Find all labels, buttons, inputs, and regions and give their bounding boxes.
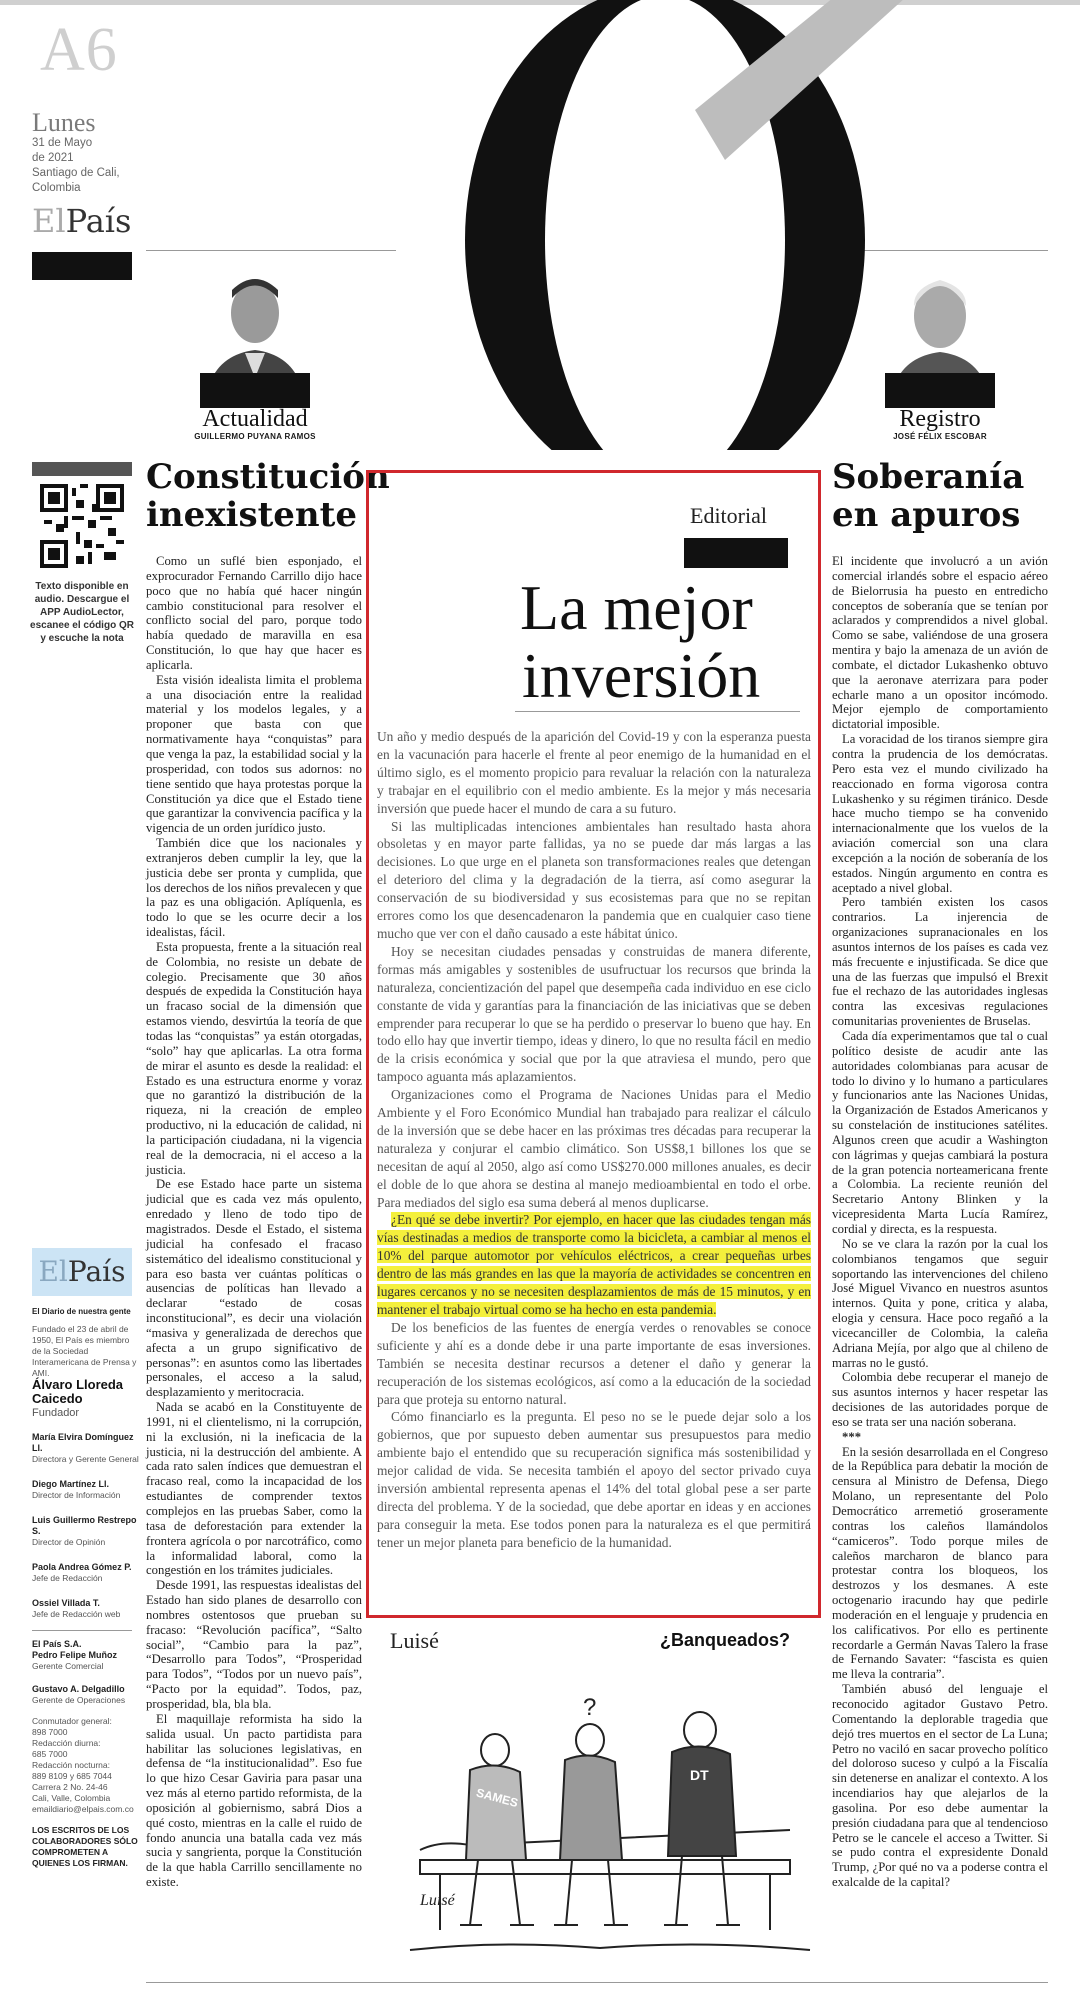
right-column-body: [832, 554, 1048, 1890]
editorial-paragraph: Si las multiplicadas intenciones ambientales han resultado hasta ahora obsoletas y en mayor parte fallidas, ya no se puede dar más largas a las decisiones. Lo que urge en el planeta son transformaciones reales que detengan el deterioro del clima y la degradación de la tierra, así como asegurar la conservación de su biodiversidad y sus ecosistemas para que no se repitan errores como los que desencadenaron la pandemia que en cualquier caso tiene mucho que ver con el daño causado a este hábitat único.: [377, 818, 811, 941]
masthead-disclaimer: LOS ESCRITOS DE LOS COLABORADORES SÓLO COMPROMETEN A QUIENES LOS FIRMAN.: [32, 1825, 138, 1868]
staff-member: [32, 1479, 142, 1501]
weekday: Lunes: [32, 108, 96, 137]
staff-role: Jefe de Redacción: [32, 1573, 103, 1583]
company-name: El País S.A.: [32, 1639, 82, 1649]
ops-block: [32, 1684, 142, 1706]
paragraph: Como un suflé bien esponjado, el exprocurador Fernando Carrillo dijo hace poco que no había qué hacer ningún cambio constitucional para resolver el conflicto social del paro, porque todo había quedado de maravilla en esa Constitución, lo que hay que hacer es aplicarla.: [146, 554, 362, 672]
editorial-paragraph: Hoy se necesitan ciudades pensadas y construidas de manera diferente, formas más amigables y sostenibles de usufructuar los recursos que brinda la naturaleza, concientización del papel que desempeña cada individuo en ese ciclo constante de vida y garantías para la financiación de las iniciativas que se deben emprender para recuperar lo que se ha perdido o preservar lo bueno que hay. En todo ello hay que invertir tiempo, ideas y dinero, lo que no resulta fácil en medio de la crisis económica y social que por la que atraviesa el mundo, pero que tampoco aguanta más aplazamientos.: [377, 943, 811, 1085]
right-title-line1: Soberanía: [832, 457, 1025, 497]
header-rule-left: [146, 250, 396, 251]
paragraph: Esta propuesta, frente a la situación real de Colombia, no resiste un debate de colegio. Precisamente que 30 años después de expedida la Constitución haya un fracaso social de la dimensión que estamos viendo, desvirtúa la teoría de que todas las “conquistas” ya están otorgadas, “solo” hay que aplicarlas. La otra forma de mirar el asunto es desde la realidad: el Estado es una estructura enorme y voraz que no garantizó la distribución de la riqueza, ni la creación de empleo productivo, ni la educación de calidad, ni la participación ciudadana, ni la vigencia real de la democracia, ni el acceso a la justicia.: [146, 939, 362, 1177]
cartoon-label-dt: DT: [690, 1767, 709, 1783]
staff-member: [32, 1432, 142, 1465]
left-column-body: [146, 554, 362, 1890]
left-title-line1: Constitución: [146, 457, 390, 497]
qr-caption: [30, 580, 134, 645]
editorial-paragraph: Organizaciones como el Programa de Naciones Unidas para el Medio Ambiente y el Foro Económico Mundial han trabajado para realizar el cálculo de la inversión que se debe hacer en las próximas tres décadas para recuperar la naturaleza y conjurar el cambio climático. Son US$8,1 billones los que se necesitan de aquí al 2050, algo así como US$270.000 millones anuales, es decir el doble de lo que ahora se destina al manejo medioambiental en todo el orbe. Para mediados del siglo esa suma deberá al menos duplicarse.: [377, 1087, 811, 1210]
paragraph: El incidente que involucró a un avión comercial irlandés sobre el espacio aéreo de Bielorrusia ha puesto en entredicho conceptos de soberanía que se tenían por aclarados y comprendidos a nivel global. Como se sabe, valiéndose de una grosera mentira y bajo la amenaza de un avión de combate, el dictador Lukashenko obtuvo que la aeronave aterrizara para poder echarle mano a un opositor incómodo. Mejor ejemplo de comportamiento dictatorial imposible.: [832, 554, 1048, 732]
founder-name: Álvaro Lloreda Caicedo: [32, 1377, 124, 1406]
figure-left: [460, 1734, 534, 1925]
masthead-tagline: El Diario de nuestra gente: [32, 1307, 131, 1316]
paragraph: También dice que los nacionales y extranjeros deben cumplir la ley, que la justicia debe ser pronta y cumplida, que los derechos de los niños prevalecen y que la paz es una obligación. Aplíquenla, es todo lo que se les ocurre decir a los idealistas, fácil.: [146, 836, 362, 940]
date-line: 31 de Mayo de 2021 Santiago de Cali, Colombia: [32, 137, 120, 194]
staff-role: Jefe de Redacción web: [32, 1609, 121, 1619]
masthead-logo: [32, 1248, 132, 1296]
left-title-line2: inexistente: [146, 495, 357, 535]
left-column-title: [146, 457, 390, 535]
editorial-paragraph: Un año y medio después de la aparición del Covid-19 y con la esperanza puesta en la vacunación para hacerle el frente al peor enemigo de la humanidad en el último siglo, es el momento propicio para revaluar la relación con la naturaleza y trabajar en el equilibrio con el medio ambiente. Es la mejor y más necesaria inversión que puede hacer el mundo de cara a su futuro.: [377, 729, 811, 816]
qr-caption-app: AudioLector,: [62, 607, 124, 618]
bottom-rule: [146, 1982, 1048, 1983]
paragraph: Cada día experimentamos que tal o cual político desiste de acudir ante las autoridades colombianas para acusar de todo lo divino y lo humano a particulares y funcionarios ante las Naciones Unidas, la Organización de Estados Americanos y su constelación de instituciones satélites. Algunos creen que acudir a Washington con lágrimas y quejas cambiará la postura de la gran potencia norteamericana frente a Colombia. La reciente reunión del Secretario Antony Blinken y la vicepresidenta Marta Lucía Ramírez, cordial y directa, es la respuesta.: [832, 1029, 1048, 1236]
staff-name: María Elvira Domínguez Ll.: [32, 1432, 134, 1453]
cartoon-label-sames: SAMES: [474, 1785, 520, 1811]
right-column-title: [832, 458, 1052, 534]
masthead-rule: [32, 1630, 132, 1631]
brand-logo: [32, 202, 131, 240]
company-manager: Pedro Felipe Muñoz: [32, 1650, 118, 1660]
staff-role: Director de Opinión: [32, 1537, 106, 1547]
staff-name: Paola Andrea Gómez P.: [32, 1562, 132, 1572]
figure-right: [664, 1712, 740, 1925]
page-number: A6: [40, 16, 118, 84]
staff-member: [32, 1598, 142, 1620]
paragraph: Pero también existen los casos contrarios. La injerencia de organizaciones supranacionales en los asuntos internos de los países es cada vez más frecuente e injustificada. Se dice que una de las fuerzas que impulsó el Brexit fue el rechazo de las autoridades inglesas contra las excesivas regulaciones comunitarias provenientes de Bruselas.: [832, 895, 1048, 1029]
ops-name: Gustavo A. Delgadillo: [32, 1684, 125, 1694]
masthead-contacts: Conmutador general: 898 7000 Redacción diurna: 685 7000 Redacción nocturna: 889 8109 y 685 7044 Carrera 2 No. 24-46 Cali, Valle, Colombia emaildiario@elpais.com.co: [32, 1716, 134, 1814]
qr-top-bar: [32, 462, 132, 476]
qr-caption-post: escanee el código QR y escuche la nota: [30, 620, 134, 644]
paragraph: También abusó del lenguaje el reconocido agitador Gustavo Petro. Comentando la deplorable tragedia que dejó tres muertos en el sector de La Luna; Petro no vaciló en sacar provecho político del doloroso suceso y culpó a la Fiscalía sin detenerse en analizar el contexto. A los incendiarios hay que alejarlos de la gasolina. Por eso debe aumentar la presión ciudadana para que al tendencioso Petro se le cancele el acceso a Twitter. Si se pudo contra el expresidente Donald Trump, ¿Por qué no va a poderse contra el exalcalde de la capital?: [832, 1682, 1048, 1890]
cartoon-author: Luisé: [390, 1628, 439, 1653]
staff-name: Luis Guillermo Restrepo S.: [32, 1515, 137, 1536]
editorial-title-line2: inversión: [522, 640, 761, 711]
cartoon-signature: Luisé: [420, 1892, 455, 1909]
qr-caption-pre: Texto disponible en audio. Descargue el APP: [34, 581, 130, 618]
figure-middle: [554, 1694, 628, 1925]
masthead-el: El: [38, 1255, 68, 1288]
highlighted-text: ¿En qué se debe invertir? Por ejemplo, en hacer que las ciudades tengan más vías destinadas a medios de transporte como la bicicleta, a cambiar al menos el 10% del parque automotor por vehículos eléctricos, a crear pequeñas urbes dentro de las más grandes en las que la mayoría de actividades se concentren en lugares cercanos y no se necesiten desplazamientos de más de 15 minutos, y en mantener el trabajo virtual como se ha hecho en esta pandemia.: [377, 1212, 811, 1317]
brand-pais: País: [65, 202, 132, 240]
author-photo-right: [885, 268, 995, 408]
cartoon-illustration: [400, 1660, 820, 1960]
masthead-founder: [32, 1378, 142, 1420]
paragraph: Nada se acabó en la Constituyente de 1991, ni el clientelismo, ni la corrupción, ni la exclusión, ni la ineficacia de la justicia, ni la destrucción del ambiente. A cada rato salen índices que demuestran el fracaso real, como la incapacidad de los estudiantes de comprender textos complejos en las pruebas Saber, como la tasa de deforestación para extender la frontera agrícola o por narcotráfico, como la informalidad laboral, como la congestión en los trámites judiciales.: [146, 1400, 362, 1578]
editorial-title: [520, 574, 790, 710]
author-photo-left: [200, 268, 310, 408]
staff-member: [32, 1515, 142, 1548]
masthead-staff: [32, 1432, 142, 1869]
editorial-paragraph: De los beneficios de las fuentes de energía verdes o renovables se conoce suficiente y ahí es a donde debe ir una parte importante de esas inversiones. También se necesita destinar recursos a detener el daño y generar la recuperación de los sistemas ecológicos, así como a la educación de la sociedad para que proteja su entorno natural.: [377, 1319, 811, 1407]
paragraph: La voracidad de los tiranos siempre gira contra la prudencia de los demócratas. Pero esta vez el mundo civilizado ha reaccionado en forma vigorosa contra Lukashenko y su régimen tiránico. Desde hace mucho tiempo se ha convenido internacionalmente que los vuelos de la aviación comercial son una clara excepción a la noción de soberanía de los estados. Ningún argumento en contra es aceptado a nivel global.: [832, 732, 1048, 895]
staff-name: Ossiel Villada T.: [32, 1598, 100, 1608]
editorial-body: [377, 728, 811, 1552]
ops-role: Gerente de Operaciones: [32, 1695, 126, 1705]
paragraph: Esta visión idealista limita el problema a una disociación entre la realidad material y los modelos legales, y a proponer que basta con que normativamente haya “conquistas” para que venga la paz, la estabilidad social y la prosperidad, con todos sus adornos: no tiene sentido que haya protestas porque la Constitución ya dice que el Estado tiene que garantizar la convivencia pacífica y la vigencia de un orden jurídico justo.: [146, 672, 362, 836]
editorial-redacted-bar: [684, 538, 788, 568]
masthead-founded: Fundado el 23 de abril de 1950, El País es miembro de la Sociedad Interamericana de Prensa y AMI.: [32, 1324, 137, 1378]
left-author-section: Actualidad: [202, 406, 308, 432]
right-author-name: JOSÉ FÉLIX ESCOBAR: [893, 432, 987, 441]
right-title-line2: en apuros: [832, 495, 1021, 535]
paragraph: No se ve clara la razón por la cual los colombianos tengamos que seguir soportando las intervenciones del chileno José Miguel Vivanco en nuestros asuntos internos. Quita y pone, critica y alaba, elogia y censura. Hace poco regañó a la vicecanciller de Colombia, la caleña Adriana Mejía, por algo que al chileno de marras no le gustó.: [832, 1236, 1048, 1370]
masthead-pais: País: [67, 1255, 126, 1288]
editorial-title-rule: [515, 711, 800, 712]
svg-text:?: ?: [583, 1694, 597, 1721]
left-author-name: GUILLERMO PUYANA RAMOS: [194, 432, 316, 441]
company-block: [32, 1639, 142, 1672]
staff-role: Director de Información: [32, 1490, 121, 1500]
founder-role: Fundador: [32, 1407, 80, 1419]
redacted-bar: [32, 252, 132, 280]
paragraph: El maquillaje reformista ha sido la salida usual. Un pacto partidista para habilitar las soluciones legislativas, en defensa de “la institucionalidad”. Eso fue lo que hizo Cesar Gaviria para pasar una vez más al eterno partido reformista, de la oposición al gobiernismo, sabrá Dios a qué costo, mientras en la calle el ruido de fondo anuncia una batalla cada vez más sucia y sangrienta, porque la Constitución de la que habla Carrillo sencillamente no existe.: [146, 1711, 362, 1890]
staff-name: Diego Martínez Ll.: [32, 1479, 110, 1489]
editorial-kicker: Editorial: [690, 503, 767, 528]
editorial-highlight: [377, 1211, 811, 1318]
paragraph: Desde 1991, las respuestas idealistas del Estado han sido planes de desarrollo con nombres ostentosos que prueban su fracaso: “Revolución pacífica”, “Salto social”, “Cambio para la paz”, “Desarrollo para Todos”, “Prosperidad para Todos”, “Todos por un nuevo país”, “Pacto por la equidad”. Todos, paz, prosperidad, bla, bla bla.: [146, 1578, 362, 1711]
staff-role: Directora y Gerente General: [32, 1454, 139, 1464]
paragraph: De ese Estado hace parte un sistema judicial que es cada vez más opulento, enredado y lleno de todo tipo de magistrados. Desde el Estado, el sistema judicial ha confesado el fracaso sistemático del idealismo constitucional y para eso basta ver cuántas políticas o ausencias de políticas han llevado a declarar “estado de cosas inconstitucional”, es decir una violación “masiva y generalizada de derechos que afecta a un grupo significativo de personas”: en asuntos como las libertades personales, el acceso a la salud, desplazamiento y meritocracia.: [146, 1177, 362, 1400]
editorial-paragraph: Cómo financiarlo es la pregunta. El peso no se le puede dejar solo a los gobiernos, que por supuesto deben aumentar sus presupuestos para medio ambiente bajo el entendido que su recuperación significa más sostenibilidad y mejor calidad de vida. Se necesita también el apoyo del sector privado cuya inversión ambiental representa apenas el 14% del total global pese a ser parte directa del problema. Y de la sociedad, que debe aportar en ideas y en acciones para conseguir la meta. Ese todos ponen para la naturaleza es el que permitirá tener un mejor planeta para beneficio de la humanidad.: [377, 1409, 811, 1550]
brand-el: El: [32, 202, 66, 240]
company-manager-role: Gerente Comercial: [32, 1661, 104, 1671]
right-author-section: Registro: [899, 406, 981, 432]
staff-member: [32, 1562, 142, 1584]
big-o-graphic: [395, 0, 945, 450]
paragraph: En la sesión desarrollada en el Congreso de la República para debatir la moción de censura al Ministro de Defensa, Diego Molano, un representante del Polo Democrático arremetió groseramente contras los caleños llamándolos “camiceros”. Todo porque miles de caleños marcharon de blanco para protestar contra los bloqueos, los destrozos y los desmanes. A este octogenario iracundo hay que pedirle moderación en el lenguaje y prudencia en los calificativos. Por ello es pertinente recordarle a Germán Navas Talero la frase de Fernando Savater: “fascista es quien me lleva la contraria”.: [832, 1444, 1048, 1682]
editorial-title-line1: La mejor: [520, 572, 753, 643]
separator: ***: [842, 1429, 862, 1444]
paragraph: Colombia debe recuperar el manejo de sus asuntos internos y hacer respetar las decisiones de las autoridades porque de eso se trata ser una nación soberana.: [832, 1370, 1048, 1429]
qr-code-icon[interactable]: [40, 484, 124, 568]
cartoon-title: ¿Banqueados?: [660, 1630, 791, 1650]
